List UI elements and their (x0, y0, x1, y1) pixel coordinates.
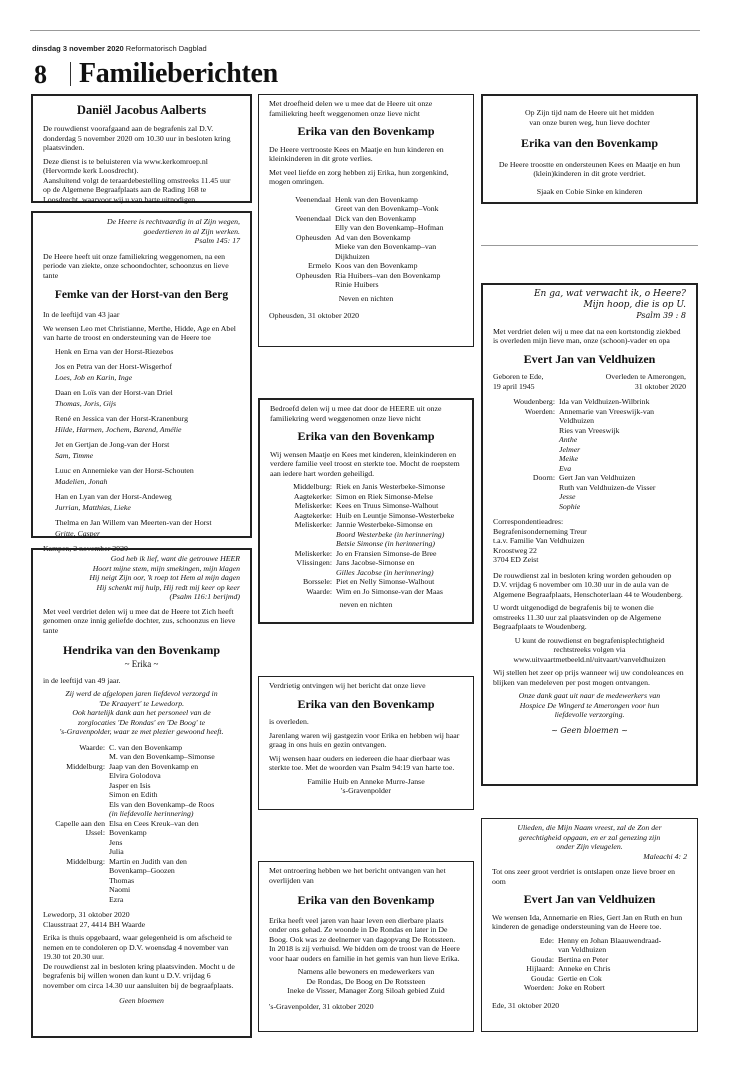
notice-erika-4 (258, 861, 474, 1032)
row-place: Borssele: (302, 577, 332, 587)
intro-text: Tot ons zeer groot verdriet is ontslapen onze lieve broer en oom (492, 867, 676, 886)
row-name: Gilles Jacobse (in herinnering) (336, 567, 434, 577)
row-name: Eva (559, 463, 572, 473)
host-text: Jarenlang waren wij gastgezin voor Erika en hebben wij haar graag in ons huis en gezin ontvangen. (269, 730, 460, 750)
family-couple: Han en Lyan van der Horst-Andeweg (55, 492, 172, 502)
row-name: Jasper en Isis (109, 780, 151, 790)
family-row (270, 520, 462, 549)
family-row (43, 762, 240, 819)
service-text: De rouwdienst zal in besloten kring worden gehouden op D.V. vrijdag 6 november om 10.30 uur in de aula van de Algemene Begraafplaats, Henschoterlaan 44 te Woudenberg. (493, 570, 683, 599)
death-place: Overleden te Amerongen, (605, 372, 686, 382)
nickname: ~ Erika ~ (124, 658, 159, 669)
row-name: Dijkhuizen (335, 251, 370, 261)
row-names (336, 549, 462, 559)
intro-text: Met veel verdriet delen wij u mee dat de Heere tot Zich heeft genomen onze innig geliefde dochter, zus, schoonzus en lieve tante (43, 606, 236, 635)
row-place: Woudenberg: (513, 397, 555, 407)
family-children: Jurrian, Matthias, Lieke (55, 502, 131, 512)
verse-line: goedertieren in al Zijn werken. (143, 226, 240, 236)
body-text: Erika heeft veel jaren van haar leven een dierbare plaats onder ons gehad. Ze woonde in De Rondas en later in De Boog. Ook was ze deelnemer van dagopvang De Rotssteen. In 2018 is zij verhuisd. We bidden om de troost van de Heere voor haar ouders en familie in het gemis van hun lieve Erika. (269, 915, 460, 963)
family-row (493, 473, 686, 511)
row-name: Veldhuizen (559, 416, 595, 426)
closing: Neven en nichten (338, 293, 394, 303)
row-place: Middelburg: (66, 856, 105, 866)
correspondence-address (493, 527, 686, 565)
signature: Namens alle bewoners en medewerkers van (297, 967, 435, 977)
wish-text: Wij wensen haar ouders en iedereen die haar dierbaar was sterkte toe. Met de woorden van Psalm 94:19 van harte toe. (269, 753, 455, 773)
row-name: Simon en Edith (109, 790, 158, 800)
family-row (492, 955, 687, 965)
notice-hendrika (31, 548, 252, 1038)
row-name: Anneke en Chris (558, 964, 611, 974)
family-children: Thomas, Joris, Gijs (55, 398, 117, 408)
row-place: Aagtekerke: (293, 510, 332, 520)
row-name: Jo en Fransien Simonse-de Bree (336, 548, 437, 558)
row-name: Naomi (109, 885, 131, 895)
deceased-name: Daniël Jacobus Aalberts (76, 103, 207, 117)
family-row (269, 271, 463, 290)
family-couple: René en Jessica van der Horst-Kranenburg (55, 414, 189, 424)
row-name: Julia (109, 847, 124, 857)
header-rule (30, 30, 700, 31)
family-row (270, 558, 462, 577)
row-name: Ad van den Bovenkamp (335, 232, 411, 242)
row-name: (in liefdevolle herinnering) (109, 809, 194, 819)
family-group (43, 440, 240, 460)
flowers-note: Geen bloemen (119, 996, 164, 1006)
family-couple: Jos en Petra van der Horst-Wisgerhof (55, 362, 172, 372)
intro-line: Op Zijn tijd nam de Heere uit het midden (524, 108, 655, 117)
verse-line: Ulieden, die Mijn Naam vreest, zal de Zon der (517, 823, 662, 832)
family-row (270, 587, 462, 597)
care-line: Zij werd de afgelopen jaren liefdevol verzorgd in (65, 689, 218, 699)
verse-line: De Heere is rechtvaardig in al Zijn wegen, (107, 217, 240, 226)
family-row (43, 857, 240, 905)
stream-url: www.uitvaartmetbeeld.nl/uitvaart/vanveldhuizen (513, 654, 666, 664)
row-names (336, 492, 462, 502)
family-row (270, 501, 462, 511)
row-name: Riek en Janis Westerbeke-Simonse (336, 482, 446, 492)
family-row (270, 492, 462, 502)
died-text: is overleden. (269, 717, 309, 727)
family-couple: Daan en Loïs van der Horst-van Driel (55, 388, 173, 398)
family-children: Madelien, Jonah (55, 476, 108, 486)
row-place: Woerden: (524, 406, 555, 416)
deceased-name: Erika van den Bovenkamp (297, 429, 435, 443)
signature: Sjaak en Cobie Sinke en kinderen (536, 186, 643, 196)
row-name: Ries van Vreeswijk (559, 425, 620, 435)
age-text: in de leeftijd van 49 jaar. (43, 675, 121, 685)
thanks-line: liefdevolle verzorging. (554, 710, 625, 720)
row-name: Mieke van den Bovenkamp–van (335, 242, 437, 252)
place-date: Lewedorp, 31 oktober 2020 (43, 910, 130, 920)
row-name: Joke en Robert (558, 983, 605, 993)
row-names (558, 974, 687, 984)
birth-place: Geboren te Ede, (493, 372, 544, 382)
stream-text: Deze dienst is te beluisteren via www.kerkomroep.nl (Hervormde kerk Loosdrecht). (43, 156, 208, 176)
row-place: Ede: (539, 935, 554, 945)
correspondence-label: Correspondentieadres: (493, 517, 564, 527)
title-divider (70, 62, 71, 86)
family-list (493, 397, 686, 511)
row-names (335, 271, 463, 290)
deceased-name: Hendrika van den Bovenkamp (62, 643, 221, 657)
family-children: Loes, Job en Karin, Inge (55, 372, 133, 382)
row-names (335, 214, 463, 233)
address: Clausstraat 27, 4414 BH Waarde (43, 919, 146, 929)
service-text: De rouwdienst voorafgaand aan de begrafenis zal D.V. donderdag 5 november 2020 om 10.30 uur in besloten kring plaatsvinden. (43, 124, 231, 153)
care-line: 'De Kraayert' te Lewedorp. (98, 698, 185, 708)
row-name: Jaap van den Bovenkamp en (109, 761, 199, 771)
row-name: Elvira Golodova (109, 771, 161, 781)
header-paper: Reformatorisch Dagblad (125, 44, 207, 53)
row-name: Betsie Simonse (in herinnering) (336, 539, 435, 549)
family-row (269, 233, 463, 262)
row-name: Kees en Truus Simonse-Walhout (336, 501, 439, 511)
family-couple: Luuc en Annemieke van der Horst-Schouten (55, 466, 194, 476)
notice-erika-1 (258, 94, 474, 347)
row-name: Dick van den Bovenkamp (335, 213, 417, 223)
row-names (558, 964, 687, 974)
row-name: Jannie Westerbeke-Simonse en (336, 520, 433, 530)
family-group (43, 466, 240, 486)
row-place: Meliskerke: (294, 520, 332, 530)
family-row (270, 482, 462, 492)
comfort-text: De Heere vertrooste Kees en Maatje en hun kinderen en kleinkinderen in dit grote verlies. (269, 144, 444, 164)
verse-line: (Psalm 116:1 berijmd) (169, 592, 240, 601)
row-name: Anthe (559, 435, 578, 445)
row-name: Rinie Huibers (335, 280, 379, 290)
family-group (43, 362, 240, 382)
row-name: Boord Westerbeke (in herinnering) (336, 529, 445, 539)
separator (481, 245, 698, 246)
row-name: Gert Jan van Veldhuizen (559, 473, 636, 483)
family-row (270, 549, 462, 559)
family-list (269, 195, 463, 290)
row-names (336, 482, 462, 492)
row-names (109, 762, 240, 819)
wish-text: We wensen Leo met Christianne, Merthe, Hidde, Age en Abel van harte de troost en ondersteuning van de Heere toe (43, 323, 236, 343)
row-place: Waarde: (306, 586, 332, 596)
place-date: 's-Gravenpolder, 31 oktober 2020 (269, 1001, 374, 1011)
row-place: Aagtekerke: (293, 491, 332, 501)
row-name: Greet van den Bovenkamp–Vonk (335, 204, 439, 214)
row-names (336, 511, 462, 521)
care-text (43, 689, 240, 737)
family-row (492, 936, 687, 955)
intro-text: De Heere heeft uit onze familiekring weggenomen, na een periode van ziekte, onze schoondochter, schoonzus en lieve tante (43, 251, 229, 280)
row-name: Jelmer (559, 444, 581, 454)
row-name: Jens (109, 837, 123, 847)
verse-block (492, 823, 687, 852)
intro-text: Bedroefd delen wij u mee dat door de HEERE uit onze familiekring werd weggenomen onze lieve nicht (270, 404, 442, 423)
row-names (336, 587, 462, 597)
notice-evert-1 (481, 283, 698, 786)
row-name: Henny en Johan Blaauwendraad- (558, 935, 662, 945)
signature: Ineke de Visser, Manager Zorg Siloah gebied Zuid (287, 986, 445, 996)
family-children: Gritte, Casper (55, 528, 101, 538)
verse-line: Hoort mijne stem, mijn smekingen, mijn klagen (92, 563, 240, 573)
family-couple: Henk en Erna van der Horst-Riezebos (55, 346, 174, 356)
row-name: Annemarie van Vreeswijk-van (559, 406, 655, 416)
thanks-line: Hospice De Wingerd te Amerongen voor hun (519, 700, 660, 710)
row-place: Opheusden (295, 232, 331, 242)
verse-ref: Maleachi 4: 2 (643, 851, 687, 861)
family-row (43, 819, 240, 857)
verse-line: gerechtigheid opgaan, en er zal genezing zijn (518, 832, 661, 842)
row-place: Gouda: (531, 973, 554, 983)
row-name: Simon en Riek Simonse-Melse (336, 491, 433, 501)
family-row (43, 743, 240, 762)
row-name: Ida van Veldhuizen-Wilbrink (559, 397, 650, 407)
family-row (270, 577, 462, 587)
page-number: 8 (34, 60, 47, 89)
row-place: Vlissingen: (296, 558, 332, 568)
handwritten-ref: Psalm 39 : 8 (636, 310, 686, 320)
family-group (43, 492, 240, 512)
verse-line: God heb ik lief, want die getrouwe HEER (110, 554, 240, 563)
row-place: Doorn: (532, 473, 555, 483)
row-name: Bovenkamp (109, 828, 147, 838)
row-name: Els van den Bovenkamp–de Roos (109, 799, 215, 809)
row-place: Waarde: (79, 742, 105, 752)
row-name: Gertie en Cok (558, 973, 602, 983)
family-list (270, 482, 462, 596)
row-place: Ermelo (308, 261, 331, 271)
care-text: Met veel liefde en zorg hebben zij Erika, hun zorgenkind, mogen omringen. (269, 167, 449, 187)
deceased-name: Erika van den Bovenkamp (297, 696, 435, 711)
intro-text: Verdrietig ontvingen wij het bericht dat onze lieve (269, 681, 426, 690)
verse-line: Hij schenkt mij hulp, Hij redt mij keer op keer (96, 582, 240, 592)
comfort-text: De Heere troostte en ondersteunen Kees en Maatje en hun (klein)kinderen in dit grote verdriet. (498, 159, 681, 179)
family-row (269, 195, 463, 214)
birth-block (493, 372, 543, 391)
row-names (335, 261, 463, 271)
death-block (606, 372, 686, 391)
notice-femke (31, 211, 252, 554)
family-group (43, 388, 240, 408)
row-names (336, 558, 462, 577)
row-name: Piet en Nelly Simonse-Walhout (336, 577, 435, 587)
row-names (559, 473, 686, 511)
care-line: zorglocaties 'De Rondas' en 'De Boog' te (77, 717, 206, 727)
row-names (336, 501, 462, 511)
row-names (335, 233, 463, 262)
signature: De Rondas, De Boog en De Rotssteen (306, 976, 426, 986)
care-line: Ook hartelijk dank aan het personeel van de (72, 708, 211, 718)
row-names (558, 936, 687, 955)
row-name: Ezra (109, 894, 124, 904)
row-name: Ria Huibers–van den Bovenkamp (335, 270, 441, 280)
row-name: Huib en Leuntje Simonse-Westerbeke (336, 510, 455, 520)
row-name: Bovenkamp–Goozen (109, 866, 175, 876)
family-children: Hilde, Harmen, Jochem, Barend, Amélie (55, 424, 182, 434)
deceased-name: Erika van den Bovenkamp (520, 136, 659, 150)
family-couple: Thelma en Jan Willem van Meerten-van der Horst (55, 518, 212, 528)
family-row (269, 261, 463, 271)
row-name: Sophie (559, 501, 581, 511)
row-place: Veenendaal (295, 194, 331, 204)
row-names (558, 983, 687, 993)
notice-erika-3 (258, 676, 474, 810)
page-header (32, 44, 207, 53)
stream-line: U kunt de rouwdienst en begrafenisplechtigheid (514, 635, 665, 645)
place-date: Kampen, 2 november 2020 (43, 544, 128, 554)
verse-line: Hij neigt Zijn oor, 'k roep tot Hem al mijn dagen (89, 573, 240, 582)
address-line: Begrafenisonderneming Treur (493, 526, 587, 536)
intro-text: Met droefheid delen we u mee dat de Heere uit onze familiekring heeft weggenomen onze lieve nicht (269, 99, 433, 118)
family-list (43, 743, 240, 905)
row-place: Woerden: (523, 983, 554, 993)
row-names (109, 819, 240, 857)
handwritten-verse: En ga, wat verwacht ik, o Heere? (533, 289, 686, 299)
row-place: Middelburg: (66, 761, 105, 771)
birth-date: 19 april 1945 (493, 381, 535, 391)
thanks-text (493, 691, 686, 720)
address-line: Kroostweg 22 (493, 545, 537, 555)
intro-text: Met verdriet delen wij u mee dat na een kortstondig ziekbed is overleden mijn lieve man, onze (schoon)-vader en opa (493, 326, 681, 346)
row-name: Jans Jacobse-Simonse en (336, 558, 415, 568)
notice-evert-2 (481, 818, 698, 1032)
row-name: Thomas (109, 875, 135, 885)
family-children: Sam, Timme (55, 450, 94, 460)
closing: neven en nichten (339, 600, 393, 610)
family-list (43, 347, 240, 539)
place-date: Ede, 31 oktober 2020 (492, 1000, 560, 1010)
row-place: Opheusden (295, 270, 331, 280)
family-row (492, 974, 687, 984)
intro-text: Met ontroering hebben we het bericht ontvangen van het overlijden van (269, 866, 446, 885)
stream-line: rechtstreeks volgen via (553, 645, 626, 655)
family-row (493, 397, 686, 407)
row-place: Veenendaal (295, 213, 331, 223)
row-name: Koos van den Bovenkamp (335, 261, 418, 271)
care-line: 's-Gravenpolder, waar ze met plezier gewoond heeft. (59, 727, 224, 737)
row-name: Jesse (559, 492, 576, 502)
row-names (336, 520, 462, 549)
row-name: Wim en Jo Simonse-van der Maas (336, 586, 443, 596)
row-names (109, 743, 240, 762)
row-name: Meike (559, 454, 579, 464)
family-couple: Jet en Gertjan de Jong-van der Horst (55, 440, 170, 450)
row-name: Martin en Judith van den (109, 856, 187, 866)
family-group (43, 518, 240, 538)
notice-erika-5 (481, 94, 698, 204)
comfort-text: Wij wensen Maatje en Kees met kinderen, kleinkinderen en verdere familie veel troost en sterkte toe. Mocht de roepstem aan iedere hart worden geheiligd. (270, 449, 460, 478)
row-place: Capelle aan den IJssel: (55, 818, 105, 838)
row-name: van Veldhuizen (558, 945, 607, 955)
header-date: dinsdag 3 november 2020 (32, 44, 124, 53)
verse-ref: Psalm 145: 17 (194, 236, 240, 245)
signature: Familie Huib en Anneke Murre-Janse (307, 776, 425, 786)
row-names (559, 407, 686, 474)
death-date: 31 oktober 2020 (634, 381, 686, 391)
row-name: Bertina en Peter (558, 954, 609, 964)
family-row (270, 511, 462, 521)
row-name: C. van den Bovenkamp (109, 742, 183, 752)
row-place: Hijlaard: (526, 964, 554, 974)
family-row (492, 964, 687, 974)
family-row (492, 983, 687, 993)
address-line: t.a.v. Familie Van Veldhuizen (493, 536, 585, 546)
row-name: Ruth van Veldhuizen-de Visser (559, 482, 656, 492)
row-names (558, 955, 687, 965)
row-names (109, 857, 240, 905)
address-line: 3704 ED Zeist (493, 555, 539, 565)
deceased-name: Evert Jan van Veldhuizen (523, 351, 656, 366)
row-name: Elsa en Cees Kreuk–van den (109, 818, 199, 828)
flowers-note: ~ Geen bloemen ~ (551, 725, 628, 735)
funeral-text: De rouwdienst zal in besloten kring plaatsvinden. Mocht u de begrafenis bij willen wonen dan kunt u D.V. vrijdag 6 november om circa 14.30 uur aansluiten bij de begraafplaats. (43, 961, 235, 990)
signature-place: 's-Gravenpolder (341, 786, 391, 796)
row-names (559, 397, 686, 407)
row-place: Middelburg: (293, 482, 332, 492)
deceased-name: Erika van den Bovenkamp (297, 124, 435, 138)
intro-line: van onze buren weg, hun lieve dochter (529, 117, 650, 127)
viewing-text: Erika is thuis opgebaard, waar gelegenheid is om afscheid te nemen en te condoleren op D.V. woensdag 4 november van 19.30 tot 20.30 uur. (43, 933, 232, 962)
notice-aalberts (31, 94, 252, 203)
page-title: Familieberichten (79, 58, 278, 89)
deceased-name: Erika van den Bovenkamp (297, 893, 435, 907)
row-names (336, 577, 462, 587)
row-name: M. van den Bovenkamp–Simonse (109, 752, 215, 762)
place-date: Opheusden, 31 oktober 2020 (269, 311, 360, 321)
deceased-name: Evert Jan van Veldhuizen (523, 892, 656, 906)
wish-text: We wensen Ida, Annemarie en Ries, Gert Jan en Ruth en hun kinderen de genadige ondersteuning van de Heere toe. (492, 912, 683, 932)
thanks-line: Onze dank gaat uit naar de medewerkers van (518, 691, 661, 701)
family-group (43, 347, 240, 357)
row-names (335, 195, 463, 214)
verse-block (43, 554, 240, 602)
condolence-text: Wij stellen het zeer op prijs wanneer wij uw condoleances en blijken van medeleven per post mogen ontvangen. (493, 668, 684, 687)
burial-text: U wordt uitgenodigd de begrafenis bij te wonen die omstreeks 11.30 uur zal plaatsvinden op de Algemene Begraafplaats te Woudenberg. (493, 603, 662, 632)
verse-line: onder Zijn vleugelen. (556, 842, 623, 851)
handwritten-verse: Mijn hoop, die is op U. (583, 299, 686, 310)
age-text: In de leeftijd van 43 jaar (43, 310, 120, 320)
family-row (269, 214, 463, 233)
row-name: Henk van den Bovenkamp (335, 194, 418, 204)
dates-row (493, 372, 686, 391)
row-place: Meliskerke: (294, 548, 332, 558)
row-place: Gouda: (531, 954, 554, 964)
burial-text: Aansluitend volgt de teraardebestelling omstreeks 11.45 uur op de Algemene Begraafplaats aan de Rading 168 te Loosdrecht, waarvoor wij u van harte uitnodigen. (43, 175, 231, 204)
family-group (43, 414, 240, 434)
row-name: Elly van den Bovenkamp–Hofman (335, 223, 444, 233)
row-place: Meliskerke: (294, 501, 332, 511)
deceased-name: Femke van der Horst-van den Berg (54, 289, 229, 301)
family-list (492, 936, 687, 993)
notice-erika-2 (258, 398, 474, 624)
family-row (493, 407, 686, 474)
